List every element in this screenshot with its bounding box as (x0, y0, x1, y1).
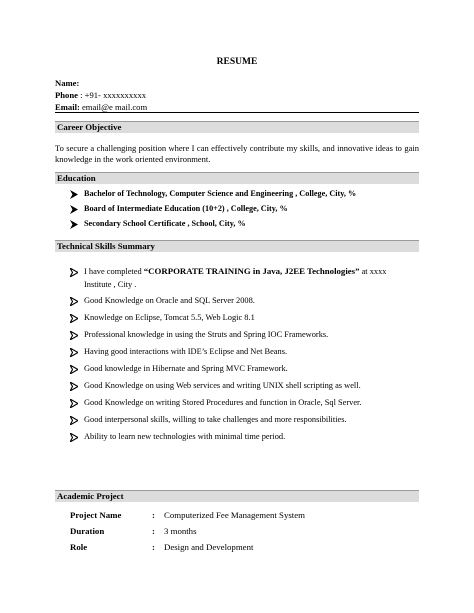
project-field-label: Role (70, 542, 88, 552)
project-row (70, 507, 305, 523)
arrow-bullet-icon (70, 216, 84, 231)
skills-item-text: Good Knowledge on writing Stored Procedures and function in Oracle, Sql Server. (84, 398, 362, 407)
education-heading: Education (57, 173, 96, 183)
skills-item-text: Good knowledge in Hibernate and Spring MVC Framework. (84, 364, 288, 373)
skills-heading: Technical Skills Summary (57, 241, 155, 251)
skills-item-text: Ability to learn new technologies with minimal time period. (84, 432, 286, 441)
skills-item-strong: “CORPORATE TRAINING in Java, J2EE Technologies” (143, 266, 360, 276)
arrow-bullet-icon (70, 263, 84, 280)
project-row (70, 539, 305, 555)
academic-project-heading: Academic Project (57, 491, 124, 501)
education-item-text: Bachelor of Technology, Computer Science and Engineering , College, City, % (84, 189, 357, 198)
skills-item-text: Having good interactions with IDE’s Eclipse and Net Beans. (84, 347, 288, 356)
education-item (70, 216, 356, 231)
skills-item (70, 360, 420, 377)
email-value: email@e mail.com (81, 102, 148, 112)
academic-project-table (70, 507, 305, 555)
project-field-colon: : (152, 510, 155, 520)
skills-item-continuation: Institute , City . (84, 280, 137, 289)
education-item-text: Secondary School Certificate , School, City, % (84, 219, 246, 228)
education-bar (55, 172, 419, 184)
skills-item-text: Good interpersonal skills, willing to take challenges and more responsibilities. (84, 415, 347, 424)
project-field-label: Project Name (70, 510, 122, 520)
education-item (70, 186, 356, 201)
arrow-bullet-icon (70, 309, 84, 326)
arrow-bullet-icon (70, 326, 84, 343)
arrow-bullet-icon (70, 394, 84, 411)
project-row (70, 523, 305, 539)
skills-item-text: Knowledge on Eclipse, Tomcat 5.5, Web Logic 8.1 (84, 313, 255, 322)
email-label: Email: (55, 102, 80, 112)
skills-item (70, 292, 420, 309)
arrow-bullet-icon (70, 292, 84, 309)
education-item (70, 201, 356, 216)
project-field-value: Computerized Fee Management System (164, 510, 305, 520)
skills-item (70, 309, 420, 326)
phone-row (55, 89, 147, 101)
skills-item (70, 428, 420, 445)
name-label: Name: (55, 78, 80, 88)
arrow-bullet-icon (70, 201, 84, 216)
contact-block (55, 77, 147, 113)
project-field-value: Design and Development (164, 542, 254, 552)
skills-item-text: at xxxx (359, 267, 387, 276)
career-objective-text: To secure a challenging position where I can effectively contribute my skills, and innovative ideas to gain knowledge in the work oriented environment. (55, 143, 419, 164)
header-divider (55, 112, 419, 113)
arrow-bullet-icon (70, 343, 84, 360)
education-list (70, 186, 356, 231)
name-row (55, 77, 147, 89)
skills-item (70, 411, 420, 428)
skills-item (70, 343, 420, 360)
project-field-colon: : (152, 526, 155, 536)
project-field-value: 3 months (164, 526, 197, 536)
skills-list (70, 263, 420, 445)
arrow-bullet-icon (70, 186, 84, 201)
education-item-text: Board of Intermediate Education (10+2) , College, City, % (84, 204, 288, 213)
skills-item-text: Good Knowledge on using Web services and writing UNIX shell scripting as well. (84, 381, 361, 390)
career-objective-heading: Career Objective (57, 122, 122, 132)
skills-item (70, 394, 420, 411)
skills-item (70, 377, 420, 394)
skills-item (70, 326, 420, 343)
phone-value: : +91- xxxxxxxxxx (80, 90, 147, 100)
arrow-bullet-icon (70, 377, 84, 394)
phone-label: Phone (55, 90, 78, 100)
arrow-bullet-icon (70, 360, 84, 377)
arrow-bullet-icon (70, 411, 84, 428)
page-title: RESUME (216, 57, 258, 67)
skills-item-text: Professional knowledge in using the Struts and Spring IOC Frameworks. (84, 330, 329, 339)
skills-item (70, 263, 420, 292)
project-field-colon: : (152, 542, 155, 552)
skills-item-text: I have completed (84, 267, 144, 276)
skills-item-text: Good Knowledge on Oracle and SQL Server 2008. (84, 296, 255, 305)
project-field-label: Duration (70, 526, 105, 536)
arrow-bullet-icon (70, 428, 84, 445)
